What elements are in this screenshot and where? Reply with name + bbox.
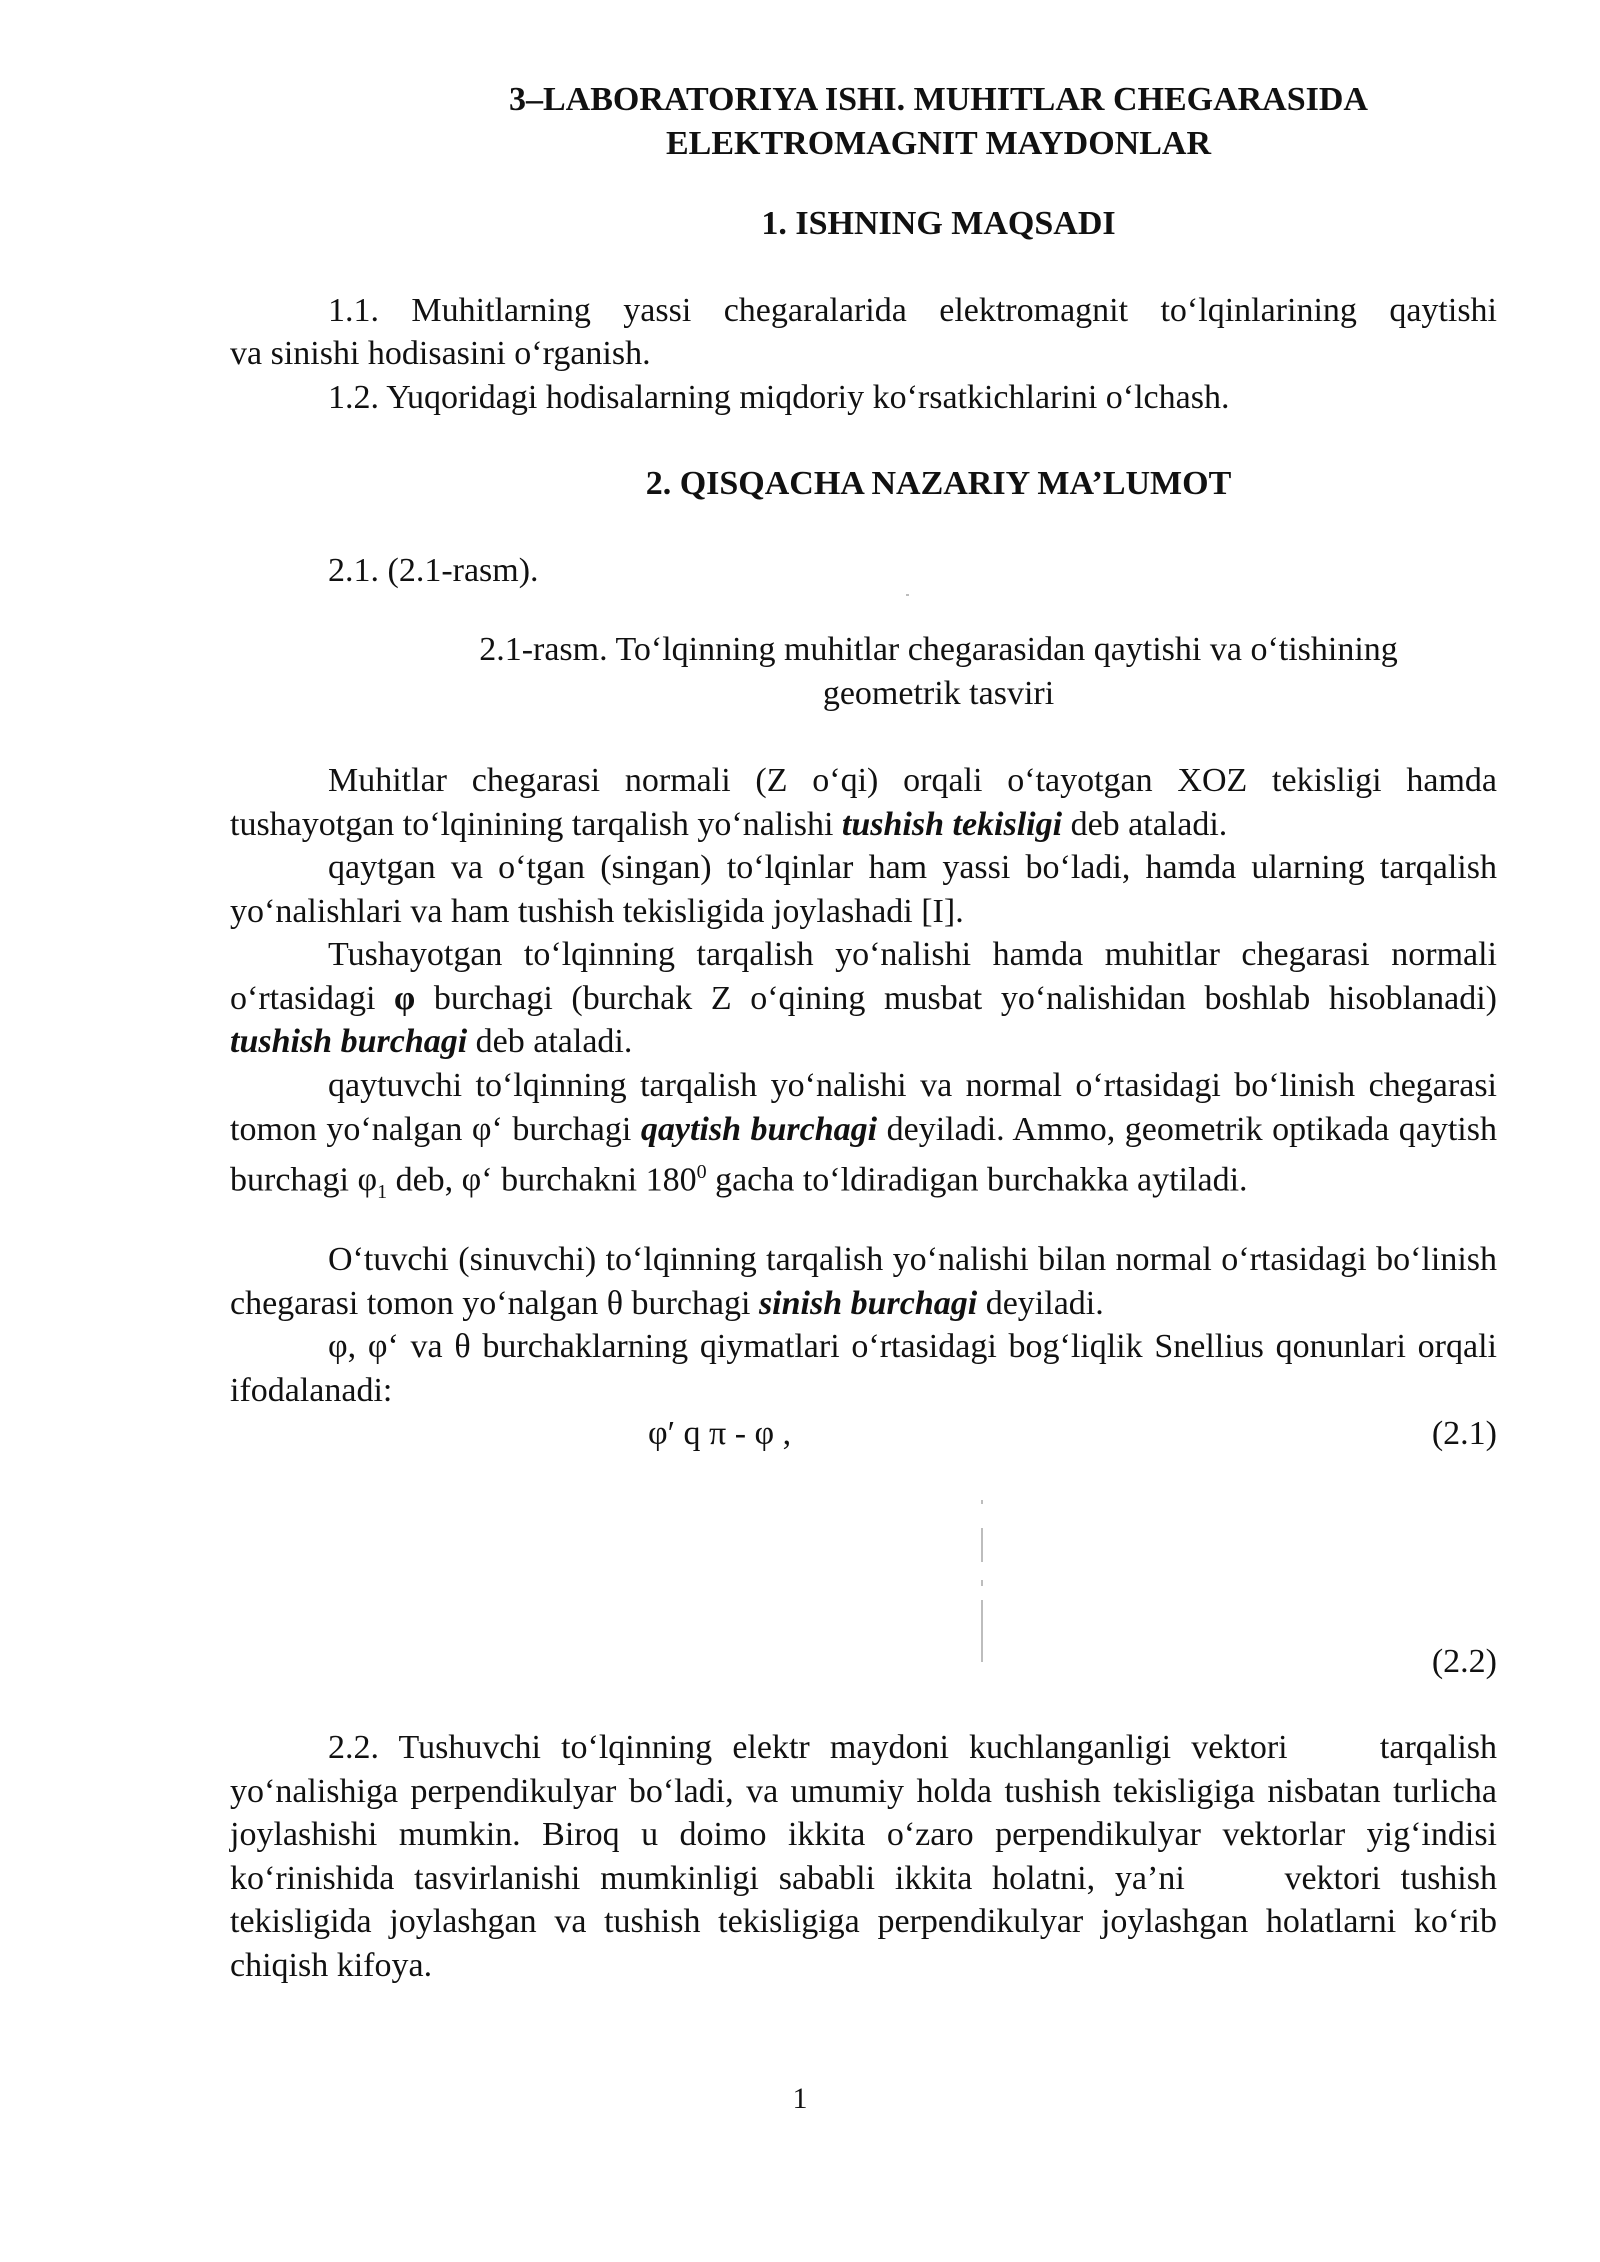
item-1-2: 1.2. Yuqoridagi hodisalarning miqdoriy ko‘rsatkichlarini o‘lchash. <box>328 379 1230 416</box>
item-2-1: 2.1. (2.1-rasm). <box>328 552 539 589</box>
caption-line-1: 2.1-rasm. To‘lqinning muhitlar chegarasidan qaytishi va o‘tishining <box>479 631 1398 668</box>
figure-caption <box>230 628 1497 716</box>
term-sinish-burchagi: sinish burchagi <box>758 1284 978 1322</box>
term-tushish-burchagi: tushish burchagi <box>230 1023 468 1060</box>
equation-placeholder-mark <box>981 1600 983 1662</box>
equation-2-1-number: (2.1) <box>1431 1415 1497 1452</box>
item-1-1-line-2: va sinishi hodisasini o‘rganish. <box>230 335 651 372</box>
figure-placeholder <box>906 594 909 596</box>
equation-placeholder-mark <box>981 1528 983 1562</box>
section-1-heading: 1. ISHNING MAQSADI <box>761 205 1116 242</box>
paragraph-angle-of-incidence: Tushayotgan to‘lqinning tarqalish yo‘nalishi hamda muhitlar chegarasi normali o‘rtasidagi φ burchagi (burchak Z o‘qining musbat yo‘nalishidan boshlab hisoblanadi) tushish burchagi deb ataladi. <box>230 936 1497 1060</box>
paragraph-snell-laws: φ, φ‘ va θ burchaklarning qiymatlari o‘rtasidagi bog‘liqlik Snellius qonunlari orqali ifodalanadi: <box>230 1328 1497 1409</box>
item-1-1-line-1: 1.1. Muhitlarning yassi chegaralarida elektromagnit to‘lqinlarining qaytishi <box>328 292 1497 329</box>
paragraph-2-2: 2.2. Tushuvchi to‘lqinning elektr maydoni kuchlanganligi vektori tarqalish yo‘nalishiga perpendikulyar bo‘ladi, va umumiy holda tushish tekisligiga nisbatan turlicha joylashishi mumkin. Biroq u doimo ikkita o‘zaro perpendikulyar vektorlar yig‘indisi ko‘rinishida tasvirlanishi mumkinligi sababli ikkita holatni, ya’ni vektori tushish tekisligida joylashgan va tushish tekisligiga perpendikulyar joylashgan holatlarni ko‘rib chiqish kifoya. <box>230 1729 1498 1984</box>
paragraph-angle-of-reflection: qaytuvchi to‘lqinning tarqalish yo‘nalishi va normal o‘rtasidagi bo‘linish chegarasi tomon yo‘nalgan φ‘ burchagi qaytish burchagi deyiladi. Ammo, geometrik optikada qaytish burchagi $\varphi_1$ deb, φ‘ burchakni $180^0$ gacha to‘ldiradigan burchakka aytiladi. <box>230 1067 1497 1204</box>
phi-symbol: φ <box>394 979 416 1017</box>
title-line-2: ELEKTROMAGNIT MAYDONLAR <box>665 125 1211 162</box>
page-number: 1 <box>792 2082 808 2115</box>
equation-placeholder-mark <box>981 1500 983 1504</box>
paragraph-plane-of-incidence: Muhitlar chegarasi normali (Z o‘qi) orqali o‘tayotgan XOZ tekisligi hamda tushayotgan to‘lqinining tarqalish yo‘nalishi tushish tekisligi deb ataladi. <box>230 762 1497 843</box>
document-title <box>230 78 1497 166</box>
paragraph-angle-of-refraction: O‘tuvchi (sinuvchi) to‘lqinning tarqalish yo‘nalishi bilan normal o‘rtasidagi bo‘linish chegarasi tomon yo‘nalgan θ burchagi sinish burchagi deyiladi. <box>230 1241 1497 1322</box>
term-tushish-tekisligi: tushish tekisligi <box>841 805 1063 843</box>
title-line-1: 3–LABORATORIYA ISHI. MUHITLAR CHEGARASIDA <box>509 81 1368 118</box>
equation-2-2-number: (2.2) <box>1431 1643 1497 1680</box>
equation-placeholder-mark <box>981 1580 983 1586</box>
equation-2-1-formula: φ′ q π - φ , <box>648 1415 792 1452</box>
section-2-heading: 2. QISQACHA NAZARIY MA’LUMOT <box>645 465 1232 502</box>
paragraph-reflected-transmitted: qaytgan va o‘tgan (singan) to‘lqinlar ham yassi bo‘ladi, hamda ularning tarqalish yo‘nalishlari va ham tushish tekisligida joylashadi [I]. <box>230 849 1497 930</box>
term-qaytish-burchagi: qaytish burchagi <box>640 1110 878 1148</box>
caption-line-2: geometrik tasviri <box>822 675 1055 712</box>
